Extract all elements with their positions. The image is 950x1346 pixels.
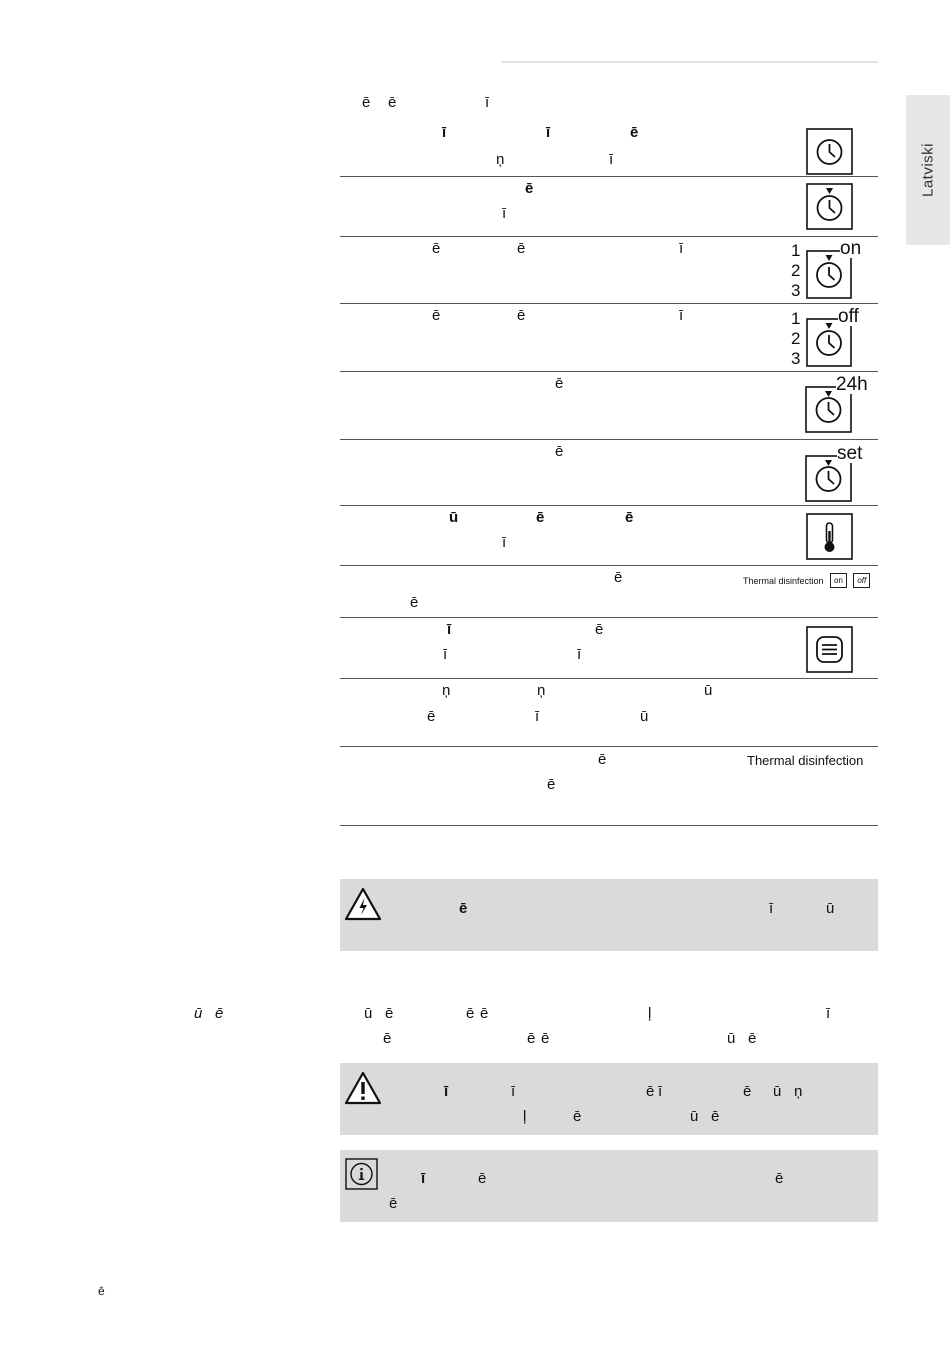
row-char: ū [704,682,713,699]
section-char: ļ [648,1005,652,1022]
page-footer: ē [98,1284,105,1298]
icon-suffix: set [837,443,863,464]
row-divider [340,236,878,237]
thermal-on-button[interactable]: on [830,573,847,588]
electric-hazard-icon [344,887,382,921]
program-digit: 2 [791,261,801,280]
row-divider [340,617,878,618]
callout-char: ū [826,900,835,917]
callout-char: ē [711,1108,720,1125]
row-char: ī [679,307,684,324]
row-char: ē [614,569,623,586]
row-char: ē [517,307,526,324]
row-divider [340,825,878,826]
row-char: ī [609,151,614,168]
timer-set-icon [804,445,874,505]
row-char: ī [442,124,447,141]
row-divider [340,505,878,506]
icon-suffix: 24h [836,374,868,395]
row-char: ī [502,534,507,551]
row-char: ē [432,307,441,324]
row-char: ū [640,708,649,725]
icon-suffix: on [840,238,862,259]
row-char: ī [443,646,448,663]
thermometer-icon [806,513,854,561]
intro-char: ē [362,94,371,111]
row-char: ē [595,621,604,638]
row-divider [340,303,878,304]
section-heading-char: ē [215,1005,224,1022]
row-char: ē [536,509,545,526]
language-tab [906,95,950,245]
row-char: ē [427,708,436,725]
row-char: ī [502,205,507,222]
row-char: ē [432,240,441,257]
section-char: ē [466,1005,475,1022]
row-char: ē [547,776,556,793]
callout-char: ē [478,1170,487,1187]
electric-warning [340,879,878,951]
row-char: ē [630,124,639,141]
clock-icon [806,128,854,176]
timer-24h-icon [804,376,874,436]
section-char: ū [727,1030,736,1047]
section-char: ē [541,1030,550,1047]
info-note [340,1150,878,1222]
thermal-disinfection-toggle [743,572,870,590]
intro-char: ī [485,94,490,111]
callout-char: ē [646,1083,655,1100]
thermal-label: Thermal disinfection [747,753,864,768]
program-digit: 1 [791,309,801,328]
row-divider [340,746,878,747]
callout-char: ī [658,1083,663,1100]
info-icon [345,1158,379,1191]
callout-char: ē [389,1195,398,1212]
row-char: ē [410,594,419,611]
row-char: ē [525,180,534,197]
row-char: ē [598,751,607,768]
row-divider [340,678,878,679]
section-char: ū [364,1005,373,1022]
callout-char: ī [421,1170,426,1187]
section-char: ē [383,1030,392,1047]
row-divider [340,565,878,566]
program-digit: 2 [791,329,801,348]
callout-char: ī [769,900,774,917]
callout-char: ē [459,900,468,917]
timer-off-icon [788,308,868,370]
menu-icon [806,626,854,674]
row-divider [340,439,878,440]
row-char: ī [577,646,582,663]
row-char: ņ [442,682,451,699]
row-char: ņ [537,682,546,699]
row-char: ī [546,124,551,141]
row-char: ī [447,621,452,638]
program-digit: 3 [791,349,801,368]
callout-char: ē [573,1108,582,1125]
row-char: ē [625,509,634,526]
callout-char: ī [511,1083,516,1100]
row-char: ī [535,708,540,725]
section-char: ē [480,1005,489,1022]
program-digit: 1 [791,241,801,260]
language-tab-label: Latviski [919,142,937,198]
section-char: ē [527,1030,536,1047]
icon-suffix: off [838,306,859,327]
row-char: ē [555,375,564,392]
row-divider [340,176,878,177]
section-heading-char: ū [194,1005,203,1022]
callout-char: ū [773,1083,782,1100]
section-char: ē [748,1030,757,1047]
warning-icon [344,1071,382,1105]
intro-char: ē [388,94,397,111]
header-rule [501,61,878,63]
row-char: ū [449,509,459,526]
section-char: ē [385,1005,394,1022]
general-warning [340,1063,878,1135]
row-char: ņ [496,151,505,168]
thermal-off-button[interactable]: off [853,573,870,588]
section-char: ī [826,1005,831,1022]
callout-char: ū [690,1108,699,1125]
callout-char: ē [775,1170,784,1187]
callout-char: ņ [794,1083,803,1100]
row-char: ē [517,240,526,257]
row-char: ē [555,443,564,460]
callout-char: ļ [523,1108,527,1125]
timer-on-icon [788,240,868,302]
thermal-label: Thermal disinfection [743,575,824,586]
callout-char: ē [743,1083,752,1100]
row-divider [340,371,878,372]
callout-char: ī [444,1083,449,1100]
program-digit: 3 [791,281,801,300]
row-char: ī [679,240,684,257]
timer-icon [806,183,854,231]
